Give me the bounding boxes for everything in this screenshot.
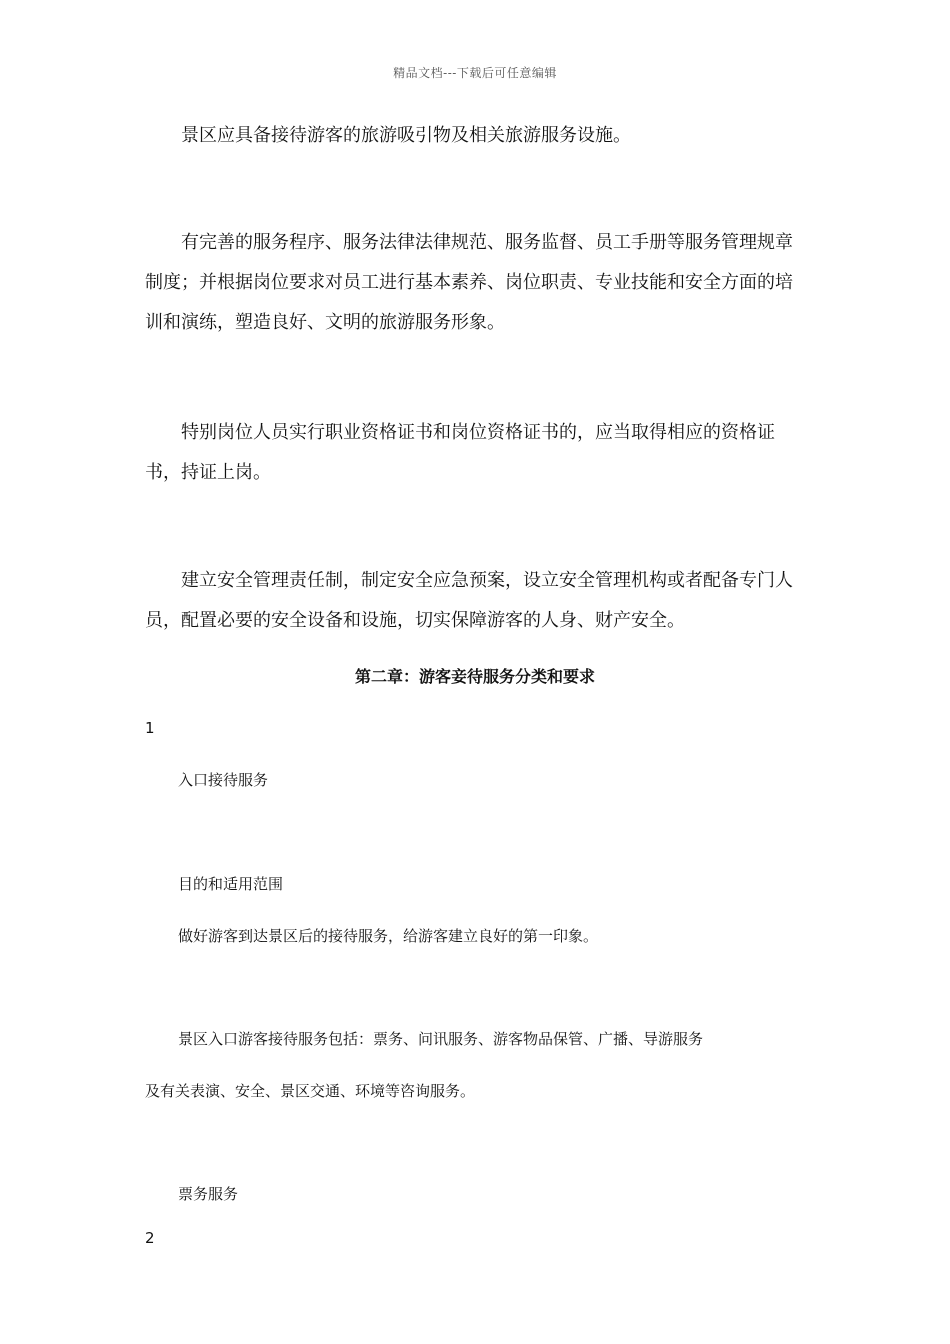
section-number-2: 2 — [145, 1229, 155, 1247]
subsection-title-scope: 目的和适用范围 — [178, 875, 284, 893]
entrance-services-line2: 及有关表演、安全、景区交通、环境等咨询服务。 — [145, 1082, 476, 1100]
chapter-title: 第二章：游客妾待服务分类和要求 — [354, 667, 595, 686]
paragraph-attractions: 景区应具备接待游客的旅游吸引物及相关旅游服务设施。 — [181, 125, 631, 146]
entrance-services-line1: 景区入口游客接待服务包括：票务、问讯服务、游客物品保管、广播、导游服务 — [178, 1030, 704, 1048]
scope-text: 做好游客到达景区后的接待服务，给游客建立良好的第一印象。 — [178, 927, 599, 945]
paragraph-certification: 特别岗位人员实行职业资格证书和岗位资格证书的，应当取得相应的资格证书，持证上岗。 — [145, 422, 775, 483]
paragraph-service-rules: 有完善的服务程序、服务法律法律规范、服务监督、员工手册等服务管理规章制度；并根据岗位要求对员工进行基本素养、岗位职责、专业技能和安全方面的培训和演练，塑造良好、文明的旅游服务形象。 — [145, 232, 793, 333]
section-title-entrance: 入口接待服务 — [178, 771, 269, 789]
page-header: 精品文档---下载后可任意编辑 — [393, 66, 557, 80]
paragraph-safety: 建立安全管理责任制，制定安全应急预案，设立安全管理机构或者配备专门人员，配置必要的安全设备和设施，切实保障游客的人身、财产安全。 — [145, 570, 793, 631]
section-title-ticketing: 票务服务 — [178, 1185, 239, 1203]
section-number-1: 1 — [145, 719, 155, 737]
